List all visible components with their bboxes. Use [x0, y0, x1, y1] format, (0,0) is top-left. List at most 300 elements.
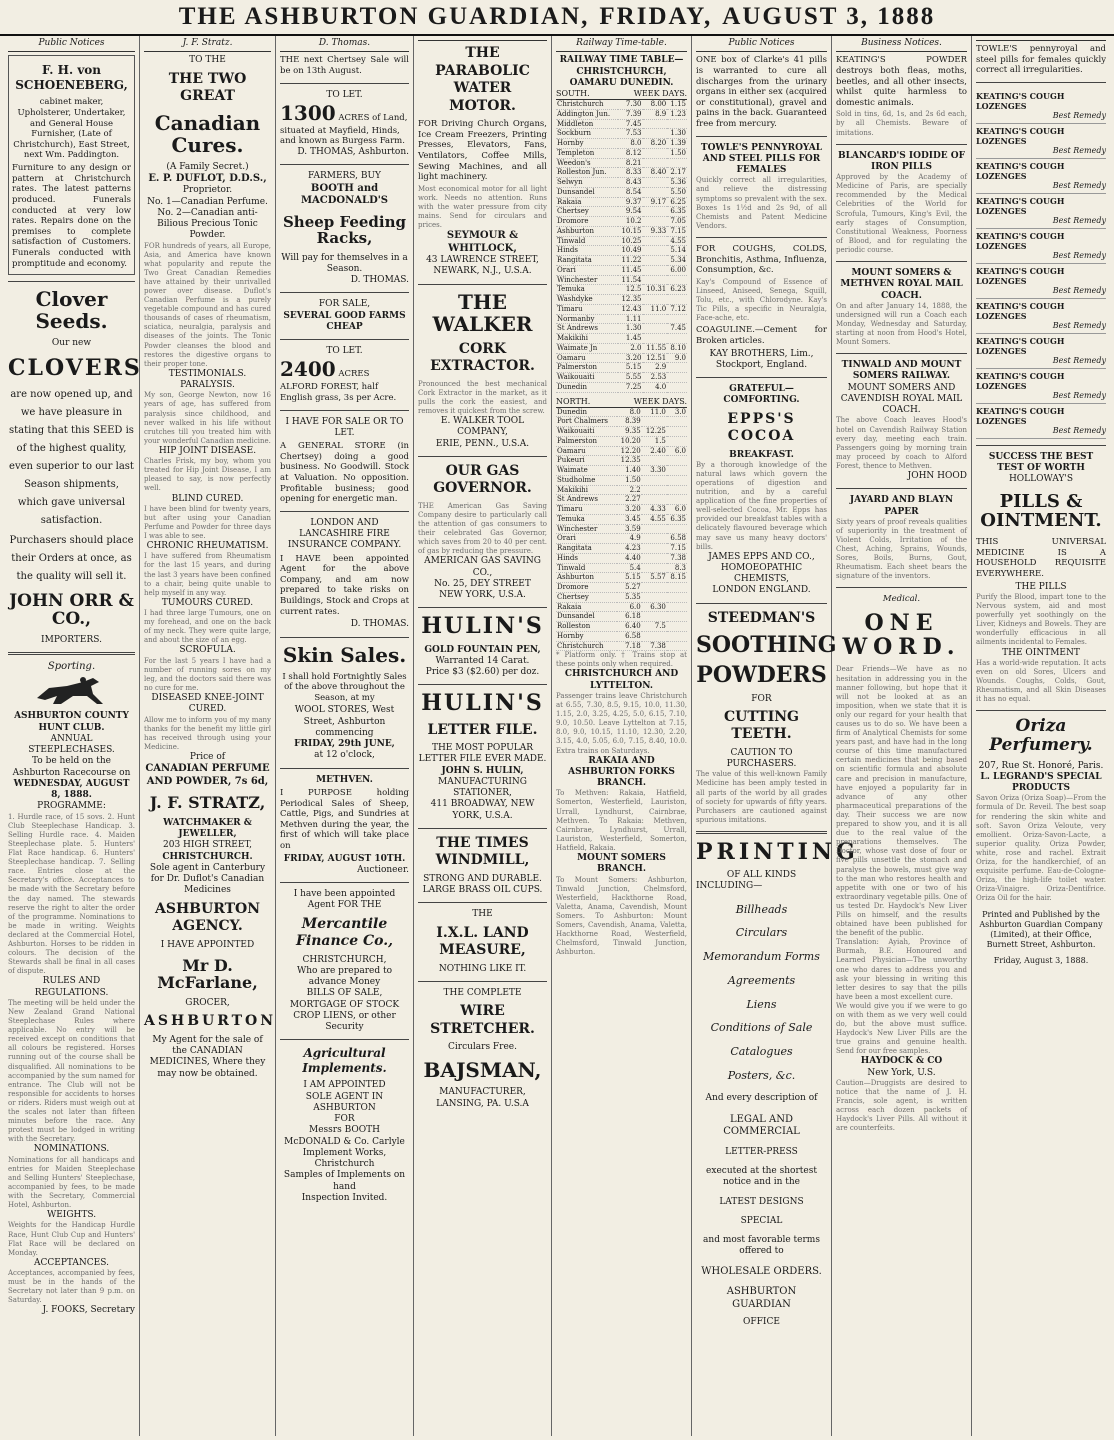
station-name: Hinds [556, 246, 618, 256]
methven-date: FRIDAY, AUGUST 10TH. [283, 853, 406, 864]
train-time [667, 475, 687, 485]
printing-incl: INCLUDING— [696, 881, 763, 892]
the-pills-heading: THE PILLS [1015, 581, 1067, 592]
testimonials-heading: TESTIMONIALS. [168, 368, 247, 379]
train-time: 3.59 [617, 524, 642, 534]
station-name: Palmerston [556, 363, 618, 373]
keating-lozenge-text: KEATING'S COUGH LOZENGES [976, 405, 1065, 426]
knee-heading: DISEASED KNEE-JOINT CURED. [151, 693, 264, 715]
station-name: Addington Jun. [556, 109, 618, 119]
train-time [667, 524, 687, 534]
train-time [643, 265, 668, 275]
table-row [556, 334, 687, 344]
train-time [667, 612, 687, 622]
list-item: Memorandum Forms [703, 950, 820, 964]
train-time [642, 475, 667, 485]
ixl-pre: THE [472, 909, 493, 920]
keatings-list [976, 89, 1106, 439]
table-row [556, 534, 687, 544]
cures-pre: TO THE [189, 55, 226, 66]
station-name: Dromore [556, 217, 618, 227]
keating-lozenge-text: KEATING'S COUGH LOZENGES [976, 265, 1065, 286]
train-time: 2.2 [617, 485, 642, 495]
firm-name: JOHN ORR & CO., [9, 590, 134, 630]
tinwald-sign: JOHN HOOD [907, 471, 967, 482]
table-row [556, 168, 687, 178]
train-time [642, 524, 667, 534]
train-time: 8.00 [643, 100, 668, 109]
station-name: Dunsandel [556, 612, 617, 622]
pills-body: THIS UNIVERSAL MEDICINE IS A HOUSEHOLD REQUISITE EVERYWHERE. [976, 537, 1106, 580]
train-time: 6.18 [617, 612, 642, 622]
train-time: 2.27 [617, 495, 642, 505]
office-1: ASHBURTON GUARDIAN [726, 1286, 797, 1310]
station-name: Hinds [556, 553, 617, 563]
train-time: 7.38 [667, 553, 687, 563]
file-title-3: THE MOST POPULAR LETTER FILE EVER MADE. [418, 743, 547, 765]
train-time: 4.55 [642, 514, 667, 524]
skin-time: at 12 o'clock, [314, 750, 375, 761]
train-time: 5.36 [667, 178, 687, 188]
train-time: 1.50 [667, 148, 687, 158]
best-remedy-text: Best Remedy [1052, 250, 1106, 260]
train-time: 7.5 [642, 622, 667, 632]
coaguline-ad: COAGULINE.—Cement for Broken articles. [696, 325, 827, 346]
train-time [643, 256, 668, 266]
thomas-sign-2: D. THOMAS. [350, 619, 409, 630]
cures-title-1: THE TWO GREAT [168, 70, 247, 104]
proprietor-name: E. P. DUFLOT, D.D.S., [148, 172, 267, 184]
mercantile-mortgage: MORTGAGE OF STOCK [289, 999, 400, 1010]
station-name: Sockburn [556, 129, 618, 139]
south-timetable [556, 100, 687, 393]
station-name: Christchurch [556, 100, 618, 109]
executed-text: executed at the shortest notice and in the [706, 1166, 817, 1188]
station-name: Timaru [556, 304, 618, 314]
station-name: Washdyke [556, 295, 618, 305]
racks-note: Will pay for themselves in a Season. [281, 252, 408, 274]
table-row [556, 495, 687, 505]
table-row [556, 553, 687, 563]
train-time: 6.35 [667, 514, 687, 524]
train-time: 5.57 [642, 573, 667, 583]
column-7: Business Notices. KEATING'S POWDER destroys both fleas, moths, beetles, and all other insects, whilst quite harmless to domestic animals. Sold in tins, 6d, 1s, and 2s 6d each, by all Chemists. Beware of imitations. BLANCARD'S IODIDE OF IRON PILLS Approved by the Academy of Medicine of Paris, are specially recommended by the Medical Celebrities of the World for Scrofula, Tumours, King's Evil, the early stages of Consumption, Constitutional Weakness, Poorness of Blood, and for regulating the periodic course. MOUNT SOMERS & METHVEN ROYAL MAIL COACH. On and after January 14, 1888, the undersigned will run a Coach each Monday, Wednesday and Saturday, starting at noon from Hood's Hotel, Mount Somers. TINWALD AND MOUNT SOMERS RAILWAY. MOUNT SOMERS AND CAVENDISH ROYAL MAIL COACH. The above Coach leaves Hood's hotel on Cavendish Railway Station every day, meeting each train. Passengers going by morning train may proceed by coach to Alford Forest, thence to Methven. JOHN HOOD JAYARD AND BLAYN PAPER Sixty years of proof reveals qualities of superiority in the treatment of Violent Colds, Irritation of the Chest, Aching, Sprains, Wounds, Sores, Boils, Burns, Gout, Rheumatism. Each sheet bears the signature of the inventors. Medical. ONE WORD. Dear Friends—We have as no hesitation in addressing you in the manner following, but hope that it will not be looked at as an imposition, when we state that it is only our regard for your health that causes us to do so. We have been a firm of Analytical Chemists for some years past, and have had in the long course of this time manufactured certain medicines that being based on scientific formula and absolute care and precision in manufacture, have enjoyed a popularity far in advance of any other pharmaceutical preparations of the day. Their success we are now prepared to show you, and it is all due to the real value of the preparations themselves. The Doctor, whose vast dose of four or five pills unsettle the stomach and paralyse the bowels, must give way to the man who restores health and appetite with one or two of his extraordinary vegetable pills. One of us tested Dr. Haydock's New Liver Pills on himself, and the results obtained have been published for the benefit of the public. Translation: Ayiah, Province of Burmah, B.E. Honoured and Learned Physician—The unworthy one who dares to address you and ask your blessing in writing this letter desires to say that the pills have been a most excellent cure. We would give you if we were to go on with them as we very well could do, but the above must suffice. Haydock's New Liver Pills are the true grains and genuine health. Send for our free samples. HAYDOCK & CO New York, U.S. Caution—Druggists are desired to notice that the name of J. H. Francis, sole agent, is written across each dozen packets of Haydock's Liver Pills. All without it are counterfeits. [832, 36, 972, 1436]
train-time: 11.0 [643, 304, 668, 314]
tolet-1-acres: 1300 [280, 100, 336, 125]
station-name: Rangitata [556, 256, 618, 266]
train-time: 3.45 [617, 514, 642, 524]
gas-addr: No. 25, DEY STREET [434, 578, 531, 589]
tolet-1-sign: D. THOMAS, Ashburton. [297, 147, 409, 157]
ag-firm: Messrs BOOTH McDONALD & Co. Carlyle Implement Works, [284, 1125, 405, 1158]
imprint: Printed and Published by the Ashburton Guardian Company (Limited), at their Office, Burnett Street, Ashburton. [979, 909, 1103, 949]
skin-when: commencing [315, 727, 374, 738]
station-name: Weedon's [556, 158, 618, 168]
train-time: 7.18 [617, 641, 642, 651]
train-time: 10.2 [618, 217, 643, 227]
train-time: 5.55 [618, 373, 643, 383]
station-name: Dunsandel [556, 187, 618, 197]
several-farms: SEVERAL GOOD FARMS CHEAP [283, 310, 406, 332]
train-time: 1.15 [667, 100, 687, 109]
table-row [556, 382, 687, 392]
column-header: J. F. Stratz. [144, 36, 271, 52]
train-time: 12.25 [642, 427, 667, 437]
agent-name: Mr D. McFarlane, [157, 955, 258, 993]
the-ointment-heading: THE OINTMENT [1002, 647, 1080, 658]
steeple-date: WEDNESDAY, AUGUST 8, 1888. [13, 778, 130, 801]
thomas-sign-1: D. THOMAS. [350, 275, 409, 285]
north-label: NORTH. [556, 396, 591, 406]
table-row [556, 583, 687, 593]
keating-lozenge-text: KEATING'S COUGH LOZENGES [976, 230, 1065, 251]
table-row [556, 295, 687, 305]
table-row [556, 324, 687, 334]
secretary-sign: J. FOOKS, Secretary [42, 1305, 135, 1316]
windmill-title-3: LARGE BRASS OIL CUPS. [422, 885, 543, 896]
station-name: Rangitata [556, 544, 617, 554]
train-time: 7.39 [618, 109, 643, 119]
caution-heading: CAUTION TO PURCHASERS. [726, 747, 797, 770]
appointed-text: I HAVE APPOINTED [160, 939, 255, 950]
keating-lozenge-text: KEATING'S COUGH LOZENGES [976, 90, 1065, 111]
train-time: 7.25 [618, 382, 643, 392]
train-time: 12.35 [617, 456, 642, 466]
table-row [556, 602, 687, 612]
train-time [642, 563, 667, 573]
table-row [556, 226, 687, 236]
tolet-2-acres: 2400 [280, 357, 336, 382]
towle-title: TOWLE'S PENNYROYAL AND STEEL PILLS FOR FEMALES [700, 142, 823, 176]
epps-sub2: HOMOEOPATHIC CHEMISTS, [720, 562, 803, 585]
steedman-4: FOR [751, 693, 772, 704]
train-time: 7.38 [642, 641, 667, 651]
list-item: Circulars [735, 926, 788, 940]
mercantile-body: Who are prepared to advance Money [297, 965, 392, 988]
train-time [642, 631, 667, 641]
steedman-3: POWDERS [696, 662, 827, 689]
column-5: Railway Time-table. RAILWAY TIME TABLE—CHRISTCHURCH, OAMARU DUNEDIN. SOUTH. WEEK DAYS. Christchurch 7.30 8.00 1.15 Addington Jun. 7.39 8.9 1.23 Middleton 7.45 Sockburn 7.53 1.30 Hornby 8.0 8.20 1.39 Templeton 8.12 1.50 Weedon's 8.21 Rolleston Jun. 8.33 8.40 2.17 Selwyn 8.43 5.36 Dunsandel 8.54 5.50 Rakaia 9.37 9.17 6.25 Chertsey 9.54 6.35 Dromore 10.2 7.05 Ashburton 10.15 9.33 7.15 Tinwald 10.25 4.55 Hinds 10.49 5.14 Rangitata 11.22 5.34 Orari 11.45 6.00 Winchester 11.54 Temuka 12.5 10.31 6.23 Washdyke 12.35 Timaru 12.43 11.0 7.12 Normanby 1.11 St Andrews 1.30 7.45 Makikihi 1.45 Waimate Jn 2.0 11.55 8.10 Oamaru 3.20 12.51 9.0 Palmerston 5.15 2.9 Waikouaiti 5.55 2.53 Dunedin 7.25 4.0 NORTH. WEEK DAYS. Dunedin 8.0 11.0 3.0 Port Chalmers 8.39 Waikouaiti 9.35 12.25 Palmerston 10.20 1.5 Oamaru 12.20 2.40 6.0 Pukeuri 12.35 Waimate 1.40 3.30 Studholme 1.50 Makikihi 2.2 St Andrews 2.27 Timaru 3.20 4.33 6.0 Temuka 3.45 4.55 6.35 Winchester 3.59 Orari 4.9 6.58 Rangitata 4.23 7.15 Hinds 4.40 7.38 Tinwald 5.4 8.3 Ashburton 5.15 5.57 8.15 Dromore 5.27 Chertsey 5.35 Rakaia 6.0 6.30 Dunsandel 6.18 Rolleston 6.40 7.5 Hornby 6.58 Christchurch 7.18 7.38 * Platform only. † Trains stop at these points only when required. CHRISTCHURCH AND LYTTELTON. Passenger trains leave Christchurch at 6.55, 7.30, 8.5, 9.15, 10.0, 11.30, 1.15, 2.0, 3.25, 4.25, 5.0, 6.15, 7.10, 9.0, 10.50. Leave Lyttelton at 7.15, 8.0, 9.0, 10.15, 11.10, 12.30, 2.20, 3.15, 4.0, 5.05, 6.0, 7.15, 8.40, 10.0. Extra trains on Saturdays. RAKAIA AND ASHBURTON FORKS BRANCH. To Methven: Rakaia, Hatfield, Somerton, Westerfield, Lauriston, Urrall, Lyndhurst, Cairnbrae, Methven. To Rakaia: Methven, Cairnbrae, Lyndhurst, Urrall, Lauriston, Westerfield, Somerton, Hatfield, Rakaia. MOUNT SOMERS BRANCH. To Mount Somers: Ashburton, Tinwald Junction, Chelmsford, Westerfield, Hackthorne Road, Valetta, Anama, Cavendish, Mount Somers. To Ashburton: Mount Somers, Cavendish, Anama, Valetta, Hackthorne Road, Westerfield, Chelmsford, Tinwald Junction, Ashburton. [552, 36, 692, 1436]
table-row [556, 436, 687, 446]
train-time: 4.33 [642, 505, 667, 515]
station-name: Hornby [556, 139, 618, 149]
train-time: 6.25 [667, 197, 687, 207]
file-town: 411 BROADWAY, NEW YORK, U.S.A. [430, 799, 535, 821]
column-1: Public Notices F. H. von SCHOENEBERG, cabinet maker, Upholsterer, Undertaker, and General House Furnisher, (Late of Christchurch), East Street, next Wm. Paddington. Furniture to any design or pattern at Christchurch rates. The latest patterns produced. Funerals conducted at very low rates. Repairs done on the premises to complete satisfaction of Customers. Funerals conducted with promptitude and economy. Clover Seeds. Our new CLOVERS are now opened up, and we have pleasure in stating that this SEED is of the highest quality, even superior to our last Season shipments, which gave universal satisfaction. Purchasers should place their Orders at once, as the quality will sell it. JOHN ORR & CO., IMPORTERS. Sporting. ASHBURTON COUNTY HUNT CLUB. ANNUAL STEEPLECHASES. To be held on the Ashburton Racecourse on WEDNESDAY, AUGUST 8, 1888. PROGRAMME: 1. Hurdle race, of 15 sovs. 2. Hunt Club Steeplechase Handicap. 3. Selling Hurdle race. 4. Maiden Steeplechase plate. 5. Hunters' Flat Race handicap. 6. Hunters' Steeplechase handicap. 7. Selling race. Entries close at the Secretary's office. Acceptances to be made with the Secretary before the day named. The stewards reserve the right to alter the order of the programme. Nominations to be made in writing. Weights declared at the Commercial Hotel, Ashburton. Horses to be ridden in colours. The decision of the Stewards shall be final in all cases of dispute. RULES AND REGULATIONS. The meeting will be held under the New Zealand Grand National Steeplechase Rules where applicable. No entry will be received except on conditions that all colours be registered. Horses running out of the course shall be disqualified. All nominations to be accompanied by the sum named for entrance. The Club will not be responsible for accidents to horses or riders. Riders must weigh out at the scales not later than fifteen minutes before the race. Any protest must be lodged in writing with the Secretary. NOMINATIONS. Nominations for all handicaps and entries for Maiden Steeplechase and Selling Hunters' Steeplechase, accompanied by fees, to be made with the Secretary, Commercial Hotel, Ashburton. WEIGHTS. Weights for the Handicap Hurdle Race, Hunt Club Cup and Hunters' Flat Race will be declared on Monday. ACCEPTANCES. Acceptances, accompanied by fees, must be in the hands of the Secretary not later than 9 p.m. on Saturday. J. FOOKS, Secretary [4, 36, 140, 1436]
keating-ad: KEATING'S POWDER destroys both fleas, moths, beetles, and all other insects, whilst quite harmless to domestic animals. [836, 55, 967, 108]
table-row [556, 485, 687, 495]
table-row [556, 343, 687, 353]
ixl-sub: NOTHING LIKE IT. [438, 963, 527, 974]
cure-no-2: No. 2—Canadian anti-Bilious Precious Tonic Powder. [157, 207, 258, 241]
keating-lozenge-line [976, 299, 1106, 334]
ag-sole: SOLE AGENT IN ASHBURTON [305, 1091, 384, 1113]
mercantile-bills: BILLS OF SALE, [306, 988, 383, 999]
acceptances-heading: ACCEPTANCES. [34, 1257, 109, 1268]
table-row [556, 109, 687, 119]
letterpress-text: LETTER-PRESS [725, 1146, 798, 1157]
train-time [643, 129, 668, 139]
imprint-date: Friday, August 3, 1888. [993, 955, 1089, 965]
programme-heading: PROGRAMME: [37, 801, 106, 812]
train-time [667, 602, 687, 612]
fire-body: I HAVE been appointed Agent for the above Company, and am now prepared to take risks on Buildings, Stock and Crops at current rates. [280, 553, 409, 617]
train-time: 8.0 [617, 408, 642, 417]
agent-note: Sole agent in Canterbury for Dr. Duflot's Canadian Medicines [149, 862, 266, 896]
table-row [556, 456, 687, 466]
station-name: Rolleston [556, 622, 617, 632]
list-item: Catalogues [730, 1045, 793, 1059]
train-time [667, 631, 687, 641]
train-time [642, 544, 667, 554]
north-header [556, 397, 687, 408]
train-time: 5.50 [667, 187, 687, 197]
table-row [556, 236, 687, 246]
list-item: Agreements [727, 973, 796, 987]
seymour-town: NEWARK, N.J., U.S.A. [433, 266, 532, 277]
scrofula-heading: SCROFULA. [179, 645, 236, 656]
latest-text: LATEST DESIGNS [719, 1196, 804, 1207]
train-time [667, 373, 687, 383]
table-row [556, 285, 687, 295]
table-row [556, 514, 687, 524]
train-time: 1.40 [617, 466, 642, 476]
store-heading: I HAVE FOR SALE OR TO LET. [285, 416, 404, 438]
station-name: Normanby [556, 314, 618, 324]
table-row [556, 622, 687, 632]
keating-lozenge-line [976, 369, 1106, 404]
table-row [556, 363, 687, 373]
bajsman-title: BAJSMAN, [423, 1058, 542, 1083]
train-time [642, 534, 667, 544]
gas-co: AMERICAN GAS SAVING CO., [424, 556, 541, 578]
table-row [556, 631, 687, 641]
station-name: Orari [556, 265, 618, 275]
train-time: 3.20 [617, 505, 642, 515]
train-time: 7.15 [667, 544, 687, 554]
train-time: 4.0 [643, 382, 668, 392]
printing-list [696, 903, 827, 1104]
train-time: 10.20 [617, 436, 642, 446]
train-time [643, 275, 668, 285]
station-name: Waikouaiti [556, 373, 618, 383]
train-time: 5.15 [618, 363, 643, 373]
train-time: 12.51 [643, 353, 668, 363]
train-time: 8.3 [667, 563, 687, 573]
ixl-title: I.X.L. LAND MEASURE, [436, 924, 529, 959]
paper-name: THE ASHBURTON GUARDIAN, [178, 3, 590, 30]
skin-title: Skin Sales. [282, 642, 407, 667]
station-name: Templeton [556, 148, 618, 158]
train-time: 5.34 [667, 256, 687, 266]
agent-tail: My Agent for the sale of the CANADIAN MEDICINES, Where they may now be obtained. [149, 1034, 266, 1079]
skin-date: FRIDAY, 29th JUNE, [294, 739, 395, 750]
epps-firm: JAMES EPPS AND CO., [708, 551, 815, 562]
train-time: 4.9 [617, 534, 642, 544]
keating-lozenge-line [976, 124, 1106, 159]
favourable-text: and most favorable terms offered to [703, 1235, 820, 1257]
train-time [643, 178, 668, 188]
coughs-ad: FOR COUGHS, COLDS, Bronchitis, Asthma, Influenza, Consumption, &c. [696, 243, 827, 276]
table-row [556, 148, 687, 158]
bajsman-town: LANSING, PA. U.S.A [436, 1098, 529, 1109]
train-time: 1.5 [642, 436, 667, 446]
column-8: TOWLE'S pennyroyal and steel pills for females quickly correct all irregularities. KEATING'S COUGH LOZENGES Best Remedy KEATING'S COUGH LOZENGES Best Remedy KEATING'S COUGH LOZENGES Best Remedy KEATING'S COUGH LOZENGES Best Remedy KEATING'S COUGH LOZENGES Best Remedy KEATING'S COUGH LOZENGES Best Remedy KEATING'S COUGH LOZENGES Best Remedy KEATING'S COUGH LOZENGES Best Remedy KEATING'S COUGH LOZENGES Best Remedy KEATING'S COUGH LOZENGES Best Remedy SUCCESS THE BEST TEST OF WORTH HOLLOWAY'S PILLS & OINTMENT. THIS UNIVERSAL MEDICINE IS A HOUSEHOLD REQUISITE EVERYWHERE. THE PILLS Purify the Blood, impart tone to the Nervous system, aid and most powerfully yet soothingly on the Liver, Kidneys and Bowels. They are wonderfully efficacious in all ailments incidental to Females. THE OINTMENT Has a world-wide reputation. It acts even on old Sores, Ulcers and Wounds. Coughs, Colds, Gout, Rheumatism, and all Skin Diseases it has no equal. Oriza Perfumery. 207, Rue St. Honoré, Paris. L. LEGRAND'S SPECIAL PRODUCTS Savon Oriza (Oriza Soap)—From the formula of Dr. Reveil. The best soap for rendering the skin white and soft. Savon Oriza Veloute, very emollient. Oriza-Savon-Lacte, a superior quality. Oriza Powder, white, rose and rachel. Extrait Oriza, for the handkerchief, of an exquisite perfume. Eau-de-Cologne-Oriza, the high-life toilet water. Oriza-Vinaigre. Oriza-Dentifrice. Oriza Oil for the hair. Printed and Published by the Ashburton Guardian Company (Limited), at their Office, Burnett Street, Ashburton. Friday, August 3, 1888. [972, 36, 1110, 1436]
skin-body: I shall hold Fortnightly Sales of the above throughout the Season, at my [282, 671, 407, 703]
hulin-title-1: HULIN'S [421, 613, 544, 640]
wire-title: WIRE STRETCHER. [430, 1003, 535, 1037]
timetable-note: * Platform only. † Trains stop at these points only when required. [556, 651, 687, 669]
file-trade: MANUFACTURING STATIONER, [437, 776, 527, 799]
medical-heading: Medical. [882, 594, 921, 605]
south-header [556, 89, 687, 100]
train-time [667, 622, 687, 632]
best-remedy-text: Best Remedy [1052, 425, 1106, 435]
station-name: Selwyn [556, 178, 618, 188]
column-3 [276, 36, 414, 1436]
train-time: 1.45 [618, 334, 643, 344]
holloway-name: HOLLOWAY'S [1008, 474, 1074, 485]
clover-note: Purchasers should place their Orders at once, as the quality will sell it. [9, 534, 134, 582]
train-time: 5.4 [617, 563, 642, 573]
table-row [556, 563, 687, 573]
train-time: 10.31 [643, 285, 668, 295]
best-remedy-text: Best Remedy [1052, 180, 1106, 190]
train-time [667, 275, 687, 285]
wire-pre: THE COMPLETE [443, 987, 522, 998]
tinwald-sub: MOUNT SOMERS AND CAVENDISH ROYAL MAIL COACH. [840, 382, 963, 416]
stratz-street: 203 HIGH STREET, [163, 840, 252, 851]
table-row [556, 475, 687, 485]
station-name: St Andrews [556, 324, 618, 334]
agent-town: ASHBURTON [144, 1013, 277, 1030]
mercantile-title: Mercantile Finance Co., [296, 915, 393, 950]
skin-location: WOOL STORES, West Street, Ashburton [294, 705, 395, 727]
table-row [556, 314, 687, 324]
clover-title: Clover Seeds. [35, 287, 108, 334]
train-time: 2.17 [667, 168, 687, 178]
train-time: 2.40 [642, 446, 667, 456]
ag-for: FOR [334, 1114, 355, 1125]
towle-note: TOWLE'S pennyroyal and steel pills for females quickly correct all irregularities. [976, 44, 1106, 76]
list-item: Liens [746, 997, 777, 1011]
train-time: 8.20 [643, 139, 668, 149]
grateful-heading: GRATEFUL—COMFORTING. [723, 384, 800, 406]
train-time [667, 427, 687, 437]
column-header: Business Notices. [836, 36, 967, 52]
train-time: 3.0 [667, 408, 687, 417]
methven-body: I PURPOSE holding Periodical Sales of Sheep, Cattle, Pigs, and Sundries at Methven during the year, the first of which will take place on [280, 787, 409, 851]
keating-lozenge-line [976, 89, 1106, 124]
table-row [556, 158, 687, 168]
epps-sub: BREAKFAST. [729, 449, 794, 460]
kay-firm: KAY BROTHERS, Lim., Stockport, England. [709, 348, 814, 370]
train-time [667, 495, 687, 505]
train-time [643, 187, 668, 197]
train-time: 8.54 [618, 187, 643, 197]
hulin-price: Price $3 ($2.60) per doz. [425, 667, 540, 678]
table-row [556, 353, 687, 363]
station-name: Oamaru [556, 446, 617, 456]
steeple-heading: ANNUAL STEEPLECHASES. [28, 733, 115, 756]
agent-trade: GROCER, [185, 998, 230, 1008]
train-time: 8.39 [617, 417, 642, 427]
train-time: 8.33 [618, 168, 643, 178]
tolet-2-text: ACRES ALFORD FOREST, half English grass, 3s per Acre. [280, 369, 397, 403]
station-name: Ashburton [556, 226, 618, 236]
train-time [642, 612, 667, 622]
bajsman-sub: MANUFACTURER, [439, 1087, 526, 1098]
train-time [667, 314, 687, 324]
column-4: THE PARABOLIC WATER MOTOR. FOR Driving Church Organs, Ice Cream Freezers, Printing Presses, Elevators, Fans, Ventilators, Coffee Mills, Sewing Machines, and all light machinery. Most economical motor for all light work. Needs no attention. Runs with the water pressure from city mains. Send for circulars and prices. SEYMOUR & WHITLOCK, 43 LAWRENCE STREET, NEWARK, N.J., U.S.A. THE WALKER CORK EXTRACTOR. Pronounced the best mechanical Cork Extractor in the market, as it pulls the cork the easiest, and removes it quickest from the screw. E. WALKER TOOL COMPANY, ERIE, PENN., U.S.A. OUR GAS GOVERNOR. THE American Gas Saving Company desire to particularly call the attention of gas consumers to their celebrated Gas Governor, which saves from 20 to 40 per cent. of gas by reducing the pressure. AMERICAN GAS SAVING CO., No. 25, DEY STREET NEW YORK, U.S.A. HULIN'S GOLD FOUNTAIN PEN, Warranted 14 Carat. Price $3 ($2.60) per doz. HULIN'S LETTER FILE. THE MOST POPULAR LETTER FILE EVER MADE. JOHN S. HULIN, MANUFACTURING STATIONER, 411 BROADWAY, NEW YORK, U.S.A. THE TIMES WINDMILL, STRONG AND DURABLE. LARGE BRASS OIL CUPS. THE I.X.L. LAND MEASURE, NOTHING LIKE IT. THE COMPLETE WIRE STRETCHER. Circulars Free. BAJSMAN, MANUFACTURER, LANSING, PA. U.S.A [414, 36, 552, 1436]
masthead-title [0, 0, 1114, 34]
windmill-title-1: THE TIMES WINDMILL, [435, 834, 530, 869]
train-time: 9.35 [617, 427, 642, 437]
parabolic-body: FOR Driving Church Organs, Ice Cream Freezers, Printing Presses, Elevators, Fans, Ventilators, Coffee Mills, Sewing Machines, and all light machinery. [418, 119, 547, 183]
stratz-name: J. F. STRATZ, [149, 793, 266, 813]
steedman-2: SOOTHING [696, 632, 837, 659]
train-time: 7.45 [667, 324, 687, 334]
table-row [556, 207, 687, 217]
train-time: 6.0 [617, 602, 642, 612]
station-name: Middleton [556, 119, 618, 129]
train-time: 1.30 [667, 129, 687, 139]
lyttelton-heading: CHRISTCHURCH AND LYTTELTON. [564, 669, 679, 691]
train-time: 4.40 [617, 553, 642, 563]
train-time: 7.45 [618, 119, 643, 129]
station-name: Temuka [556, 285, 618, 295]
blind-heading: BLIND CURED. [171, 493, 244, 504]
train-time [667, 583, 687, 593]
table-row [556, 119, 687, 129]
train-time: 1.11 [618, 314, 643, 324]
train-time [643, 158, 668, 168]
table-row [556, 641, 687, 651]
advertiser-trades: cabinet maker, Upholsterer, Undertaker, and General House Furnisher, (Late of Christchurch), East Street, next Wm. Paddington. [13, 97, 130, 161]
train-time: 6.00 [667, 265, 687, 275]
train-time: 6.0 [667, 505, 687, 515]
railway-title: RAILWAY TIME TABLE—CHRISTCHURCH, OAMARU DUNEDIN. [559, 55, 684, 88]
train-time [643, 314, 668, 324]
train-time: 10.49 [618, 246, 643, 256]
train-time: 12.43 [618, 304, 643, 314]
train-time: 1.39 [667, 139, 687, 149]
train-time [667, 334, 687, 344]
train-time [643, 217, 668, 227]
train-time: 9.54 [618, 207, 643, 217]
column-2: J. F. Stratz. TO THE THE TWO GREAT Canadian Cures. (A Family Secret.) E. P. DUFLOT, D.D.S., Proprietor. No. 1—Canadian Perfume. No. 2—Canadian anti-Bilious Precious Tonic Powder. FOR hundreds of years, all Europe, Asia, and America have known what popularity and repute the Two Great Canadian Remedies have attained by their unrivalled power over disease. Duflot's Canadian Perfume is a purely vegetable compound and has cured thousands of cases of rheumatism, sciatica, neuralgia, paralysis and diseases of the joints. The Tonic Powder cleanses the blood and restores the digestive organs to their proper tone. TESTIMONIALS. PARALYSIS. My son, George Newton, now 16 years of age, has suffered from paralysis since childhood, and never walked in his life without crutches till you treated him with your wonderful Canadian medicine. HIP JOINT DISEASE. Charles Frisk, my boy, whom you treated for Hip Joint Disease, I am pleased to say, is now perfectly well. BLIND CURED. I have been blind for twenty years, but after using your Canadian Perfume and Powder for three days I was able to see. CHRONIC RHEUMATISM. I have suffered from Rheumatism for the last 15 years, and during the last 3 years have been confined to a chair, being quite unable to help myself in any way. TUMOURS CURED. I had three large Tumours, one on my forehead, and one on the back of my neck. They were quite large, and about the size of an egg. SCROFULA. For the last 5 years I have had a number of running sores on my leg, and the doctors said there was no cure for me. DISEASED KNEE-JOINT CURED. Allow me to inform you of my many thanks for the benefit my little girl has received through using your Medicine. Price of CANADIAN PERFUME AND POWDER, 7s 6d, J. F. STRATZ, WATCHMAKER & JEWELLER, 203 HIGH STREET, CHRISTCHURCH. Sole agent in Canterbury for Dr. Duflot's Canadian Medicines ASHBURTON AGENCY. I HAVE APPOINTED Mr D. McFarlane, GROCER, ASHBURTON My Agent for the sale of the CANADIAN MEDICINES, Where they may now be obtained. [140, 36, 276, 1436]
train-time: 11.22 [618, 256, 643, 266]
file-title-1: HULIN'S [421, 690, 544, 717]
station-name: Dunedin [556, 382, 618, 392]
ag-inspect: Samples of Implements on hand [283, 1170, 406, 1192]
train-time: 6.0 [667, 446, 687, 456]
station-name: Rolleston Jun. [556, 168, 618, 178]
train-time [643, 236, 668, 246]
hipjoint-heading: HIP JOINT DISEASE. [158, 445, 257, 456]
train-time: 4.23 [617, 544, 642, 554]
station-name: Rakaia [556, 197, 618, 207]
train-time: 1.50 [617, 475, 642, 485]
station-name: St Andrews [556, 495, 617, 505]
train-time [643, 334, 668, 344]
train-time [643, 324, 668, 334]
list-item: And every description of [705, 1092, 818, 1103]
haydock-firm: HAYDOCK & CO [860, 1056, 943, 1067]
train-time: 6.40 [617, 622, 642, 632]
train-time: 3.30 [642, 466, 667, 476]
column-header [976, 36, 1106, 41]
